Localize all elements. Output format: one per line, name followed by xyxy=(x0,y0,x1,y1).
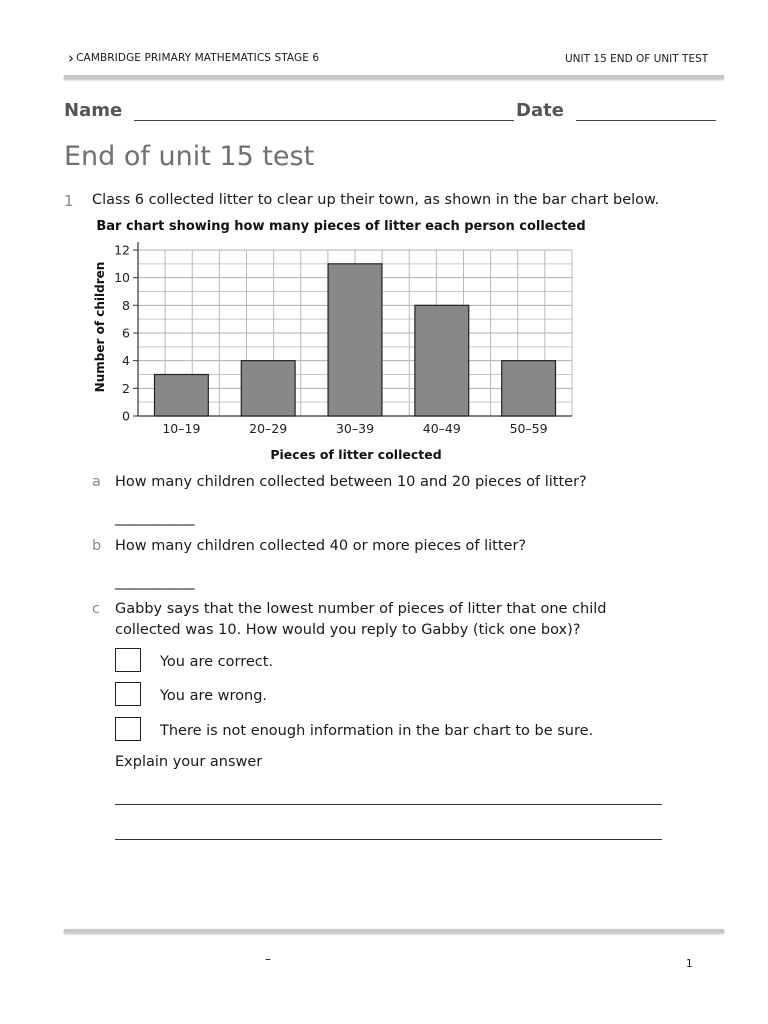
part-b-answer-line[interactable]: ___________ xyxy=(115,574,195,590)
date-line[interactable] xyxy=(576,102,716,121)
bar-2 xyxy=(241,361,295,416)
chevron-right-icon: › xyxy=(68,49,75,67)
footer-rule xyxy=(64,929,724,933)
y-tick-label: 2 xyxy=(122,380,130,396)
name-line[interactable] xyxy=(134,102,514,121)
y-tick-label: 0 xyxy=(122,408,130,424)
x-axis-label: Pieces of litter collected xyxy=(270,447,442,462)
y-tick-label: 8 xyxy=(122,297,130,313)
header-rule xyxy=(64,75,724,79)
bar-5 xyxy=(502,361,556,416)
part-a-text: How many children collected between 10 and 20 pieces of litter? xyxy=(115,474,587,490)
checkbox-correct[interactable] xyxy=(115,648,141,672)
y-tick-label: 4 xyxy=(122,353,130,369)
chart-title: Bar chart showing how many pieces of litter each person collected xyxy=(96,219,586,234)
header-course-title: CAMBRIDGE PRIMARY MATHEMATICS STAGE 6 xyxy=(76,52,320,64)
option-wrong-label: You are wrong. xyxy=(160,688,268,704)
explain-answer-line-2[interactable] xyxy=(115,839,662,840)
footer-dash: – xyxy=(265,952,271,966)
explain-answer-line-1[interactable] xyxy=(115,804,662,805)
part-b-label: b xyxy=(92,538,102,554)
part-c-text-line-1: Gabby says that the lowest number of pieces of litter that one child xyxy=(115,601,607,617)
y-axis-ticks xyxy=(114,243,138,424)
option-correct-label: You are correct. xyxy=(160,654,274,670)
checkbox-not-enough-info[interactable] xyxy=(115,717,141,741)
y-tick-label: 10 xyxy=(114,270,130,286)
part-a-label: a xyxy=(92,474,101,490)
date-label: Date xyxy=(516,100,564,121)
bar-4 xyxy=(415,305,469,416)
bar-chart xyxy=(88,212,598,468)
x-tick-label: 40–49 xyxy=(422,421,461,436)
page-number: 1 xyxy=(686,958,693,970)
header-right: UNIT 15 END OF UNIT TEST xyxy=(565,53,709,65)
name-label: Name xyxy=(64,100,123,121)
chart-bars xyxy=(154,264,555,416)
x-tick-label: 50–59 xyxy=(509,421,548,436)
y-axis-label: Number of children xyxy=(93,261,107,393)
option-not-enough-info-label: There is not enough information in the bar chart to be sure. xyxy=(160,723,594,739)
x-axis-ticks xyxy=(162,421,547,436)
part-c-label: c xyxy=(92,601,100,617)
page-title: End of unit 15 test xyxy=(64,141,315,172)
part-b-text: How many children collected 40 or more pieces of litter? xyxy=(115,538,527,554)
question-text: Class 6 collected litter to clear up their town, as shown in the bar chart below. xyxy=(92,192,660,208)
explain-prompt: Explain your answer xyxy=(115,754,263,770)
x-tick-label: 20–29 xyxy=(249,421,288,436)
part-c-text-line-2: collected was 10. How would you reply to Gabby (tick one box)? xyxy=(115,622,581,638)
date-field xyxy=(516,100,716,121)
bar-1 xyxy=(154,375,208,417)
part-a-answer-line[interactable]: ___________ xyxy=(115,510,195,526)
name-field xyxy=(64,100,514,121)
header-left xyxy=(68,49,320,67)
question-number: 1 xyxy=(64,192,74,210)
y-tick-label: 6 xyxy=(122,325,130,341)
bar-3 xyxy=(328,264,382,416)
x-tick-label: 30–39 xyxy=(335,421,375,436)
y-tick-label: 12 xyxy=(114,242,130,258)
checkbox-wrong[interactable] xyxy=(115,682,141,706)
x-tick-label: 10–19 xyxy=(162,421,201,436)
